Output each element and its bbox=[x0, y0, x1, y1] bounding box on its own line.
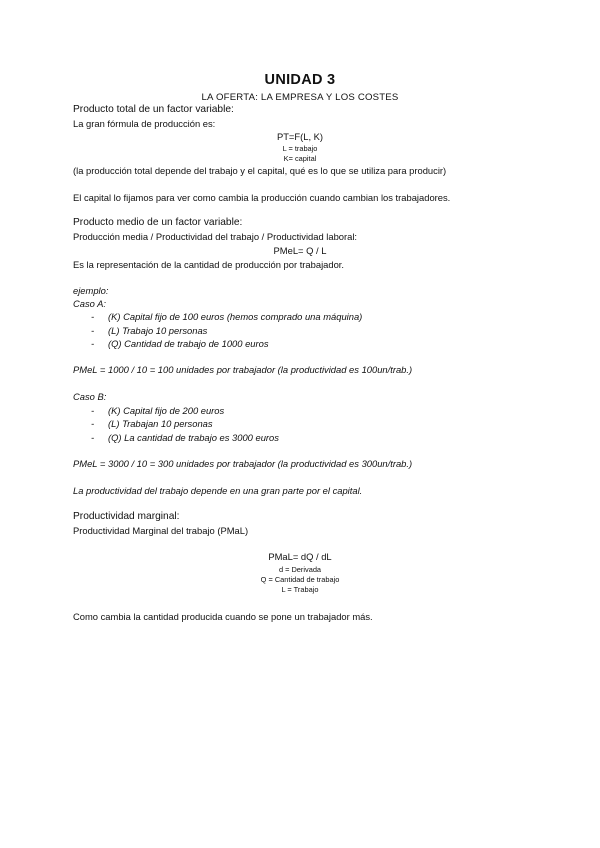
bullet-marker: - bbox=[91, 311, 95, 322]
case-a-item: (L) Trabajo 10 personas bbox=[108, 325, 208, 336]
bullet-marker: - bbox=[91, 325, 95, 336]
page-subtitle: LA OFERTA: LA EMPRESA Y LOS COSTES bbox=[201, 92, 399, 103]
note-total: (la producción total depende del trabajo y el capital, qué es lo que se utiliza para producir) bbox=[73, 165, 447, 176]
definition-d: d = Derivada bbox=[278, 565, 322, 574]
bullet-marker: - bbox=[91, 338, 95, 349]
case-b-item: (Q) La cantidad de trabajo es 3000 euros bbox=[108, 432, 279, 443]
paragraph-marginal: Como cambia la cantidad producida cuando se pone un trabajador más. bbox=[73, 611, 373, 622]
formula-pmel: PMeL= Q / L bbox=[273, 245, 327, 256]
case-b-item: (K) Capital fijo de 200 euros bbox=[108, 405, 225, 416]
section-heading-marginal: Productividad marginal: bbox=[73, 511, 180, 522]
page-title: UNIDAD 3 bbox=[264, 72, 336, 88]
paragraph-medio: Es la representación de la cantidad de producción por trabajador. bbox=[73, 259, 345, 270]
definition-k: K= capital bbox=[283, 154, 317, 163]
case-a-label: Caso A: bbox=[73, 298, 106, 309]
bullet-marker: - bbox=[91, 418, 95, 429]
section-sub-marginal: Productividad Marginal del trabajo (PMaL) bbox=[73, 525, 249, 536]
section-heading-medio: Producto medio de un factor variable: bbox=[73, 217, 243, 228]
case-a-item: (Q) Cantidad de trabajo de 1000 euros bbox=[108, 338, 269, 349]
case-b-label: Caso B: bbox=[73, 391, 107, 402]
formula-pt: PT=F(L, K) bbox=[276, 131, 324, 142]
case-b-item: (L) Trabajan 10 personas bbox=[108, 418, 213, 429]
case-a-item: (K) Capital fijo de 100 euros (hemos comprado una máquina) bbox=[108, 311, 363, 322]
bullet-marker: - bbox=[91, 405, 95, 416]
bullet-marker: - bbox=[91, 432, 95, 443]
definition-q: Q = Cantidad de trabajo bbox=[260, 575, 340, 584]
paragraph-capital: El capital lo fijamos para ver como cambia la producción cuando cambian los trabajadores. bbox=[73, 192, 451, 203]
example-label: ejemplo: bbox=[73, 285, 109, 296]
section-sub-medio: Producción media / Productividad del trabajo / Productividad laboral: bbox=[73, 231, 358, 242]
section-heading-total: Producto total de un factor variable: bbox=[73, 104, 234, 115]
case-a-result: PMeL = 1000 / 10 = 100 unidades por trabajador (la productividad es 100un/trab.) bbox=[73, 364, 413, 375]
case-b-result: PMeL = 3000 / 10 = 300 unidades por trabajador (la productividad es 300un/trab.) bbox=[73, 458, 413, 469]
definition-l2: L = Trabajo bbox=[281, 585, 319, 594]
definition-l: L = trabajo bbox=[282, 144, 318, 153]
formula-pmal: PMaL= dQ / dL bbox=[268, 551, 332, 562]
section-intro-total: La gran fórmula de producción es: bbox=[73, 118, 216, 129]
example-conclusion: La productividad del trabajo depende en una gran parte por el capital. bbox=[73, 485, 363, 496]
